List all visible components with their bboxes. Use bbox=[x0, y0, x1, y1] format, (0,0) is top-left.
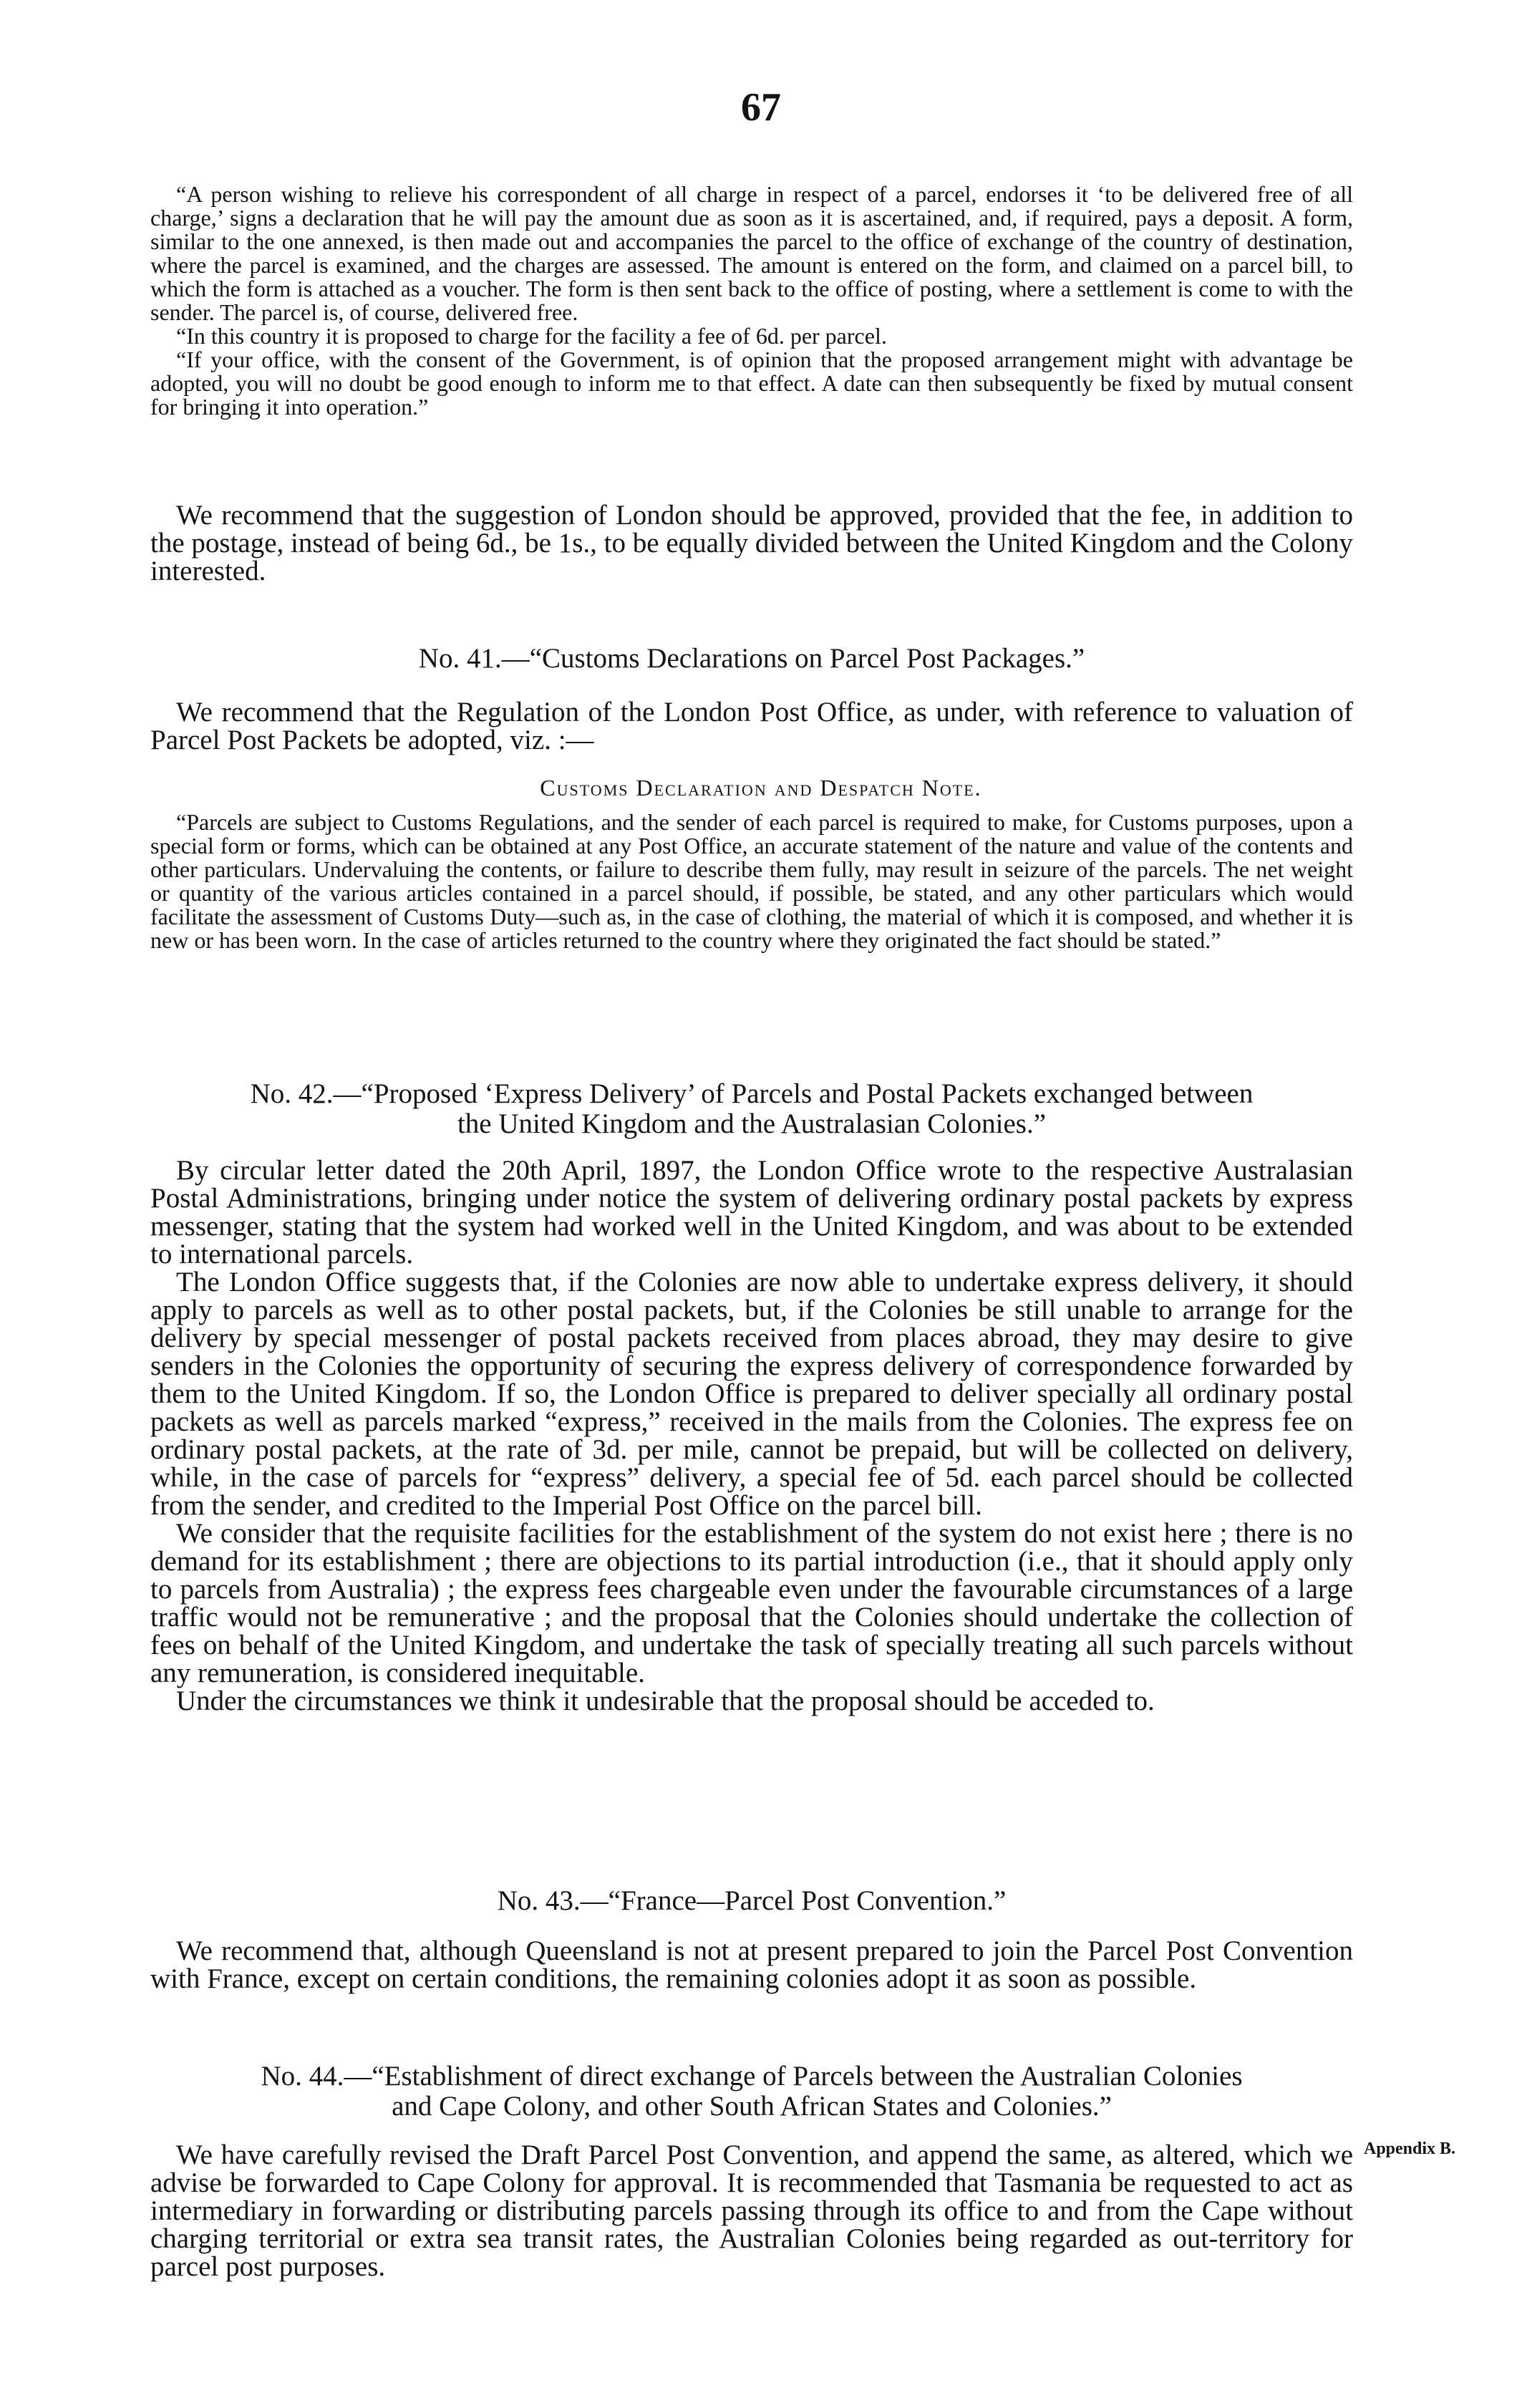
customs-quote bbox=[150, 811, 1353, 952]
section-heading-43: No. 43.—“France—Parcel Post Convention.” bbox=[497, 1885, 1007, 1916]
intro-quote bbox=[150, 183, 1353, 419]
section-43-body bbox=[150, 1937, 1353, 1993]
body-paragraph: We recommend that the Regulation of the London Post Office, as under, with reference to valuation of Parcel Post Packets be adopted, viz. :— bbox=[150, 697, 1353, 755]
body-paragraph: We consider that the requisite facilities for the establishment of the system do not exist here ; there is no demand for its establishment ; there are objections to its partial introduction (i.e., that it should apply only to parcels from Australia) ; the express fees chargeable even under the favourable circumstances of a large traffic would not be remunerative ; and the proposal that the Colonies should undertake the collection of fees on behalf of the United Kingdom, and undertake the task of specially treating all such parcels without any remuneration, is considered inequitable. bbox=[150, 1518, 1353, 1688]
body-paragraph: We recommend that, although Queensland is not at present prepared to join the Parcel Post Convention with France, except on certain conditions, the remaining colonies adopt it as soon as possible. bbox=[150, 1935, 1353, 1994]
section-42-body bbox=[150, 1156, 1353, 1715]
body-paragraph: Under the circumstances we think it undesirable that the proposal should be acceded to. bbox=[176, 1686, 1155, 1716]
recommendation-40 bbox=[150, 501, 1353, 585]
appendix-margin-note: Appendix B. bbox=[1364, 2139, 1456, 2158]
body-paragraph: We recommend that the suggestion of London should be approved, provided that the fee, in addition to the postage, instead of being 6d., be 1s., to be equally divided between the United Kingdom and the Colony interested. bbox=[150, 500, 1353, 586]
section-heading-42-line1: No. 42.—“Proposed ‘Express Delivery’ of Parcels and Postal Packets exchanged between bbox=[250, 1078, 1254, 1109]
body-paragraph: By circular letter dated the 20th April, 1897, the London Office wrote to the respective Australasian Postal Administrations, bringing under notice the system of delivering ordinary postal packets by express messenger, stating that the system had worked well in the United Kingdom, and was about to be extended to international parcels. bbox=[150, 1155, 1353, 1270]
section-heading-42-line2: the United Kingdom and the Australasian Colonies.” bbox=[457, 1108, 1047, 1139]
body-paragraph: The London Office suggests that, if the Colonies are now able to undertake express delivery, it should apply to parcels as well as to other postal packets, but, if the Colonies be still unable to arrange for the delivery by special messenger of postal packets received from places abroad, they may desire to give senders in the Colonies the opportunity of securing the express delivery of correspondence forwarded by them to the United Kingdom. If so, the London Office is prepared to deliver specially all ordinary postal packets as well as parcels marked “express,” received in the mails from the Colonies. The express fee on ordinary postal packets, at the rate of 3d. per mile, cannot be prepaid, but will be collected on delivery, while, in the case of parcels for “express” delivery, a special fee of 5d. each parcel should be collected from the sender, and credited to the Imperial Post Office on the parcel bill. bbox=[150, 1267, 1353, 1521]
section-heading-41: No. 41.—“Customs Declarations on Parcel Post Packages.” bbox=[418, 643, 1085, 674]
quote-paragraph: “In this country it is proposed to charge for the facility a fee of 6d. per parcel. bbox=[176, 323, 887, 349]
quote-paragraph: “A person wishing to relieve his correspondent of all charge in respect of a parcel, endorses it ‘to be delivered free of all charge,’ signs a declaration that he will pay the amount due as soon as it is ascertained, and, if required, pays a deposit. A form, similar to the one annexed, is then made out and accompanies the parcel to the office of exchange of the country of destination, where the parcel is examined, and the charges are assessed. The amount is entered on the form, and claimed on a parcel bill, to which the form is attached as a voucher. The form is then sent back to the office of posting, where a settlement is come to with the sender. The parcel is, of course, delivered free. bbox=[150, 181, 1353, 325]
page-number: 67 bbox=[741, 85, 781, 130]
customs-subheading: Customs Declaration and Despatch Note. bbox=[540, 775, 982, 801]
quote-paragraph: “Parcels are subject to Customs Regulations, and the sender of each parcel is required to make, for Customs purposes, upon a special form or forms, which can be obtained at any Post Office, an accurate statement of the nature and value of the contents and other particulars. Undervaluing the contents, or failure to describe them fully, may result in seizure of the parcels. The net weight or quantity of the various articles contained in a parcel should, if possible, be stated, and any other particulars which would facilitate the assessment of Customs Duty—such as, in the case of clothing, the material of which it is composed, and whether it is new or has been worn. In the case of articles returned to the country where they originated the fact should be stated.” bbox=[150, 809, 1353, 953]
section-44-body bbox=[150, 2141, 1353, 2281]
section-41-intro bbox=[150, 698, 1353, 754]
quote-paragraph: “If your office, with the consent of the Government, is of opinion that the proposed arrangement might with advantage be adopted, you will no doubt be good enough to inform me to that effect. A date can then subsequently be fixed by mutual consent for bringing it into operation.” bbox=[150, 347, 1353, 420]
section-heading-44-line2: and Cape Colony, and other South African States and Colonies.” bbox=[392, 2091, 1112, 2122]
section-heading-44-line1: No. 44.—“Establishment of direct exchange of Parcels between the Australian Colonies bbox=[261, 2061, 1243, 2092]
body-paragraph: We have carefully revised the Draft Parcel Post Convention, and append the same, as altered, which we advise be forwarded to Cape Colony for approval. It is recommended that Tasmania be requested to act as intermediary in forwarding or distributing parcels passing through its office to and from the Cape without charging territorial or extra sea transit rates, the Australian Colonies being regarded as out-territory for parcel post purposes. bbox=[150, 2139, 1353, 2282]
